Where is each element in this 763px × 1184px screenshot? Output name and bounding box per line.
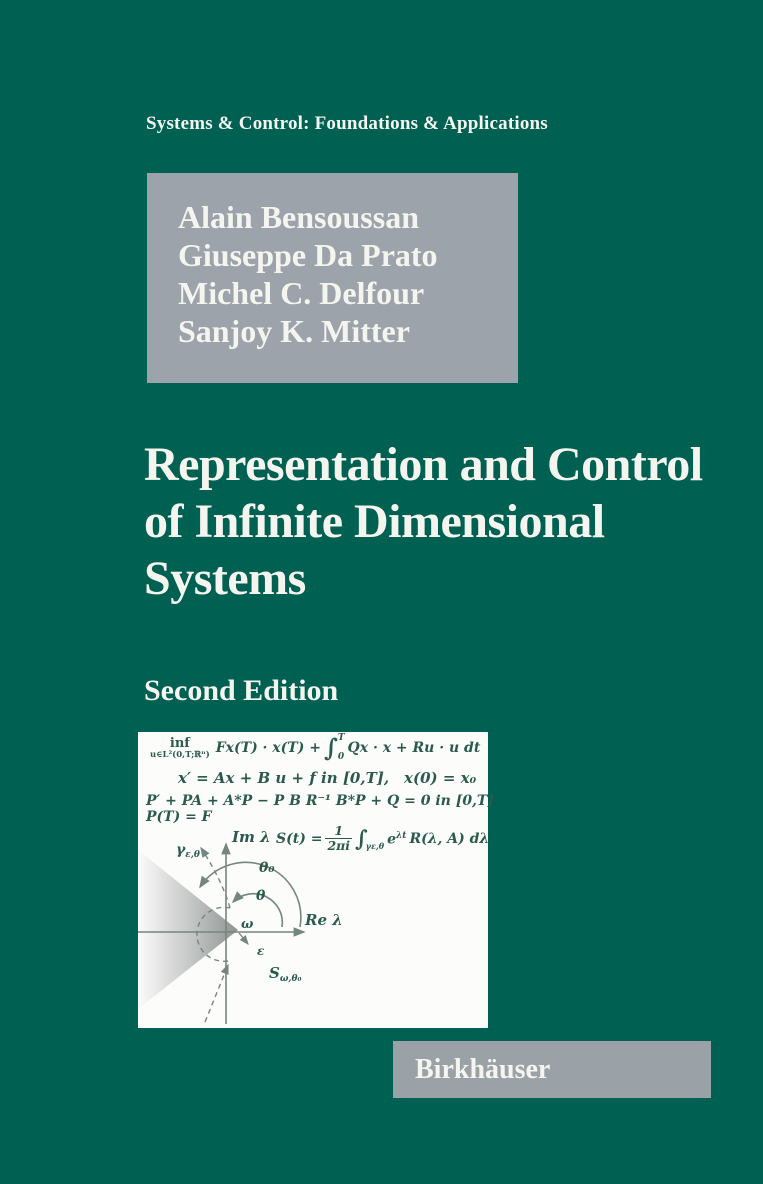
sector-wedge (138, 850, 238, 1009)
book-title-line: of Infinite Dimensional (144, 495, 605, 548)
book-title-line: Representation and Control (144, 438, 703, 491)
math-figure-panel (138, 732, 494, 1028)
book-title-line: Systems (144, 552, 306, 605)
infimum-stack: inf u∈L²(0,T;ℝⁿ) (150, 735, 210, 760)
contour-lower-ray (205, 965, 228, 1022)
book-title (144, 436, 744, 607)
sector-label: $S_{\omega,\theta_0}$ (269, 964, 302, 984)
publisher-logo-box (393, 1041, 711, 1098)
author-name: Michel C. Delfour (178, 275, 425, 311)
series-title: Systems & Control: Foundations & Applications (146, 113, 548, 134)
im-axis-label: Im λ (232, 828, 271, 846)
re-axis-label: Re λ (305, 911, 343, 929)
terminal-condition-formula: P(T) = F (146, 809, 212, 825)
integral-sign: ∫ T 0 (323, 733, 345, 762)
publisher-name: Birkhäuser (415, 1053, 551, 1085)
riccati-equation-formula: P′ + PA + A*P − P B R⁻¹ B*P + Q = 0 in [0,T] (146, 793, 494, 809)
contour-integral-sign: ∫ γε,θ (355, 825, 385, 852)
gamma-contour-label: $\gamma_{\varepsilon,\theta}$ (176, 842, 200, 860)
state-equation-formula: x′ = Ax + B u + f in [0,T], x(0) = x₀ (178, 769, 477, 787)
edition-label: Second Edition (144, 674, 339, 707)
author-name: Giuseppe Da Prato (178, 237, 438, 273)
omega-label: ω (241, 917, 254, 932)
theta-label: θ (256, 888, 266, 904)
cost-functional-formula: inf u∈L²(0,T;ℝⁿ) Fx(T) · x(T) + ∫ T 0 Qx · x + Ru · u dt (150, 733, 481, 762)
author-box (147, 173, 518, 383)
author-name: Alain Bensoussan (178, 199, 419, 235)
semigroup-formula: S(t) = $\frac{1}{2\pi i}$ ∫ γε,θ $e^{\lambda t}$ R(λ, A) dλ (276, 823, 490, 854)
epsilon-label: ε (257, 944, 265, 958)
theta0-label: θ₀ (259, 860, 275, 876)
epsilon-radius-arrow (239, 933, 248, 944)
author-name: Sanjoy K. Mitter (178, 313, 410, 349)
fraction: $\frac{1}{2\pi i}$ (327, 823, 351, 854)
